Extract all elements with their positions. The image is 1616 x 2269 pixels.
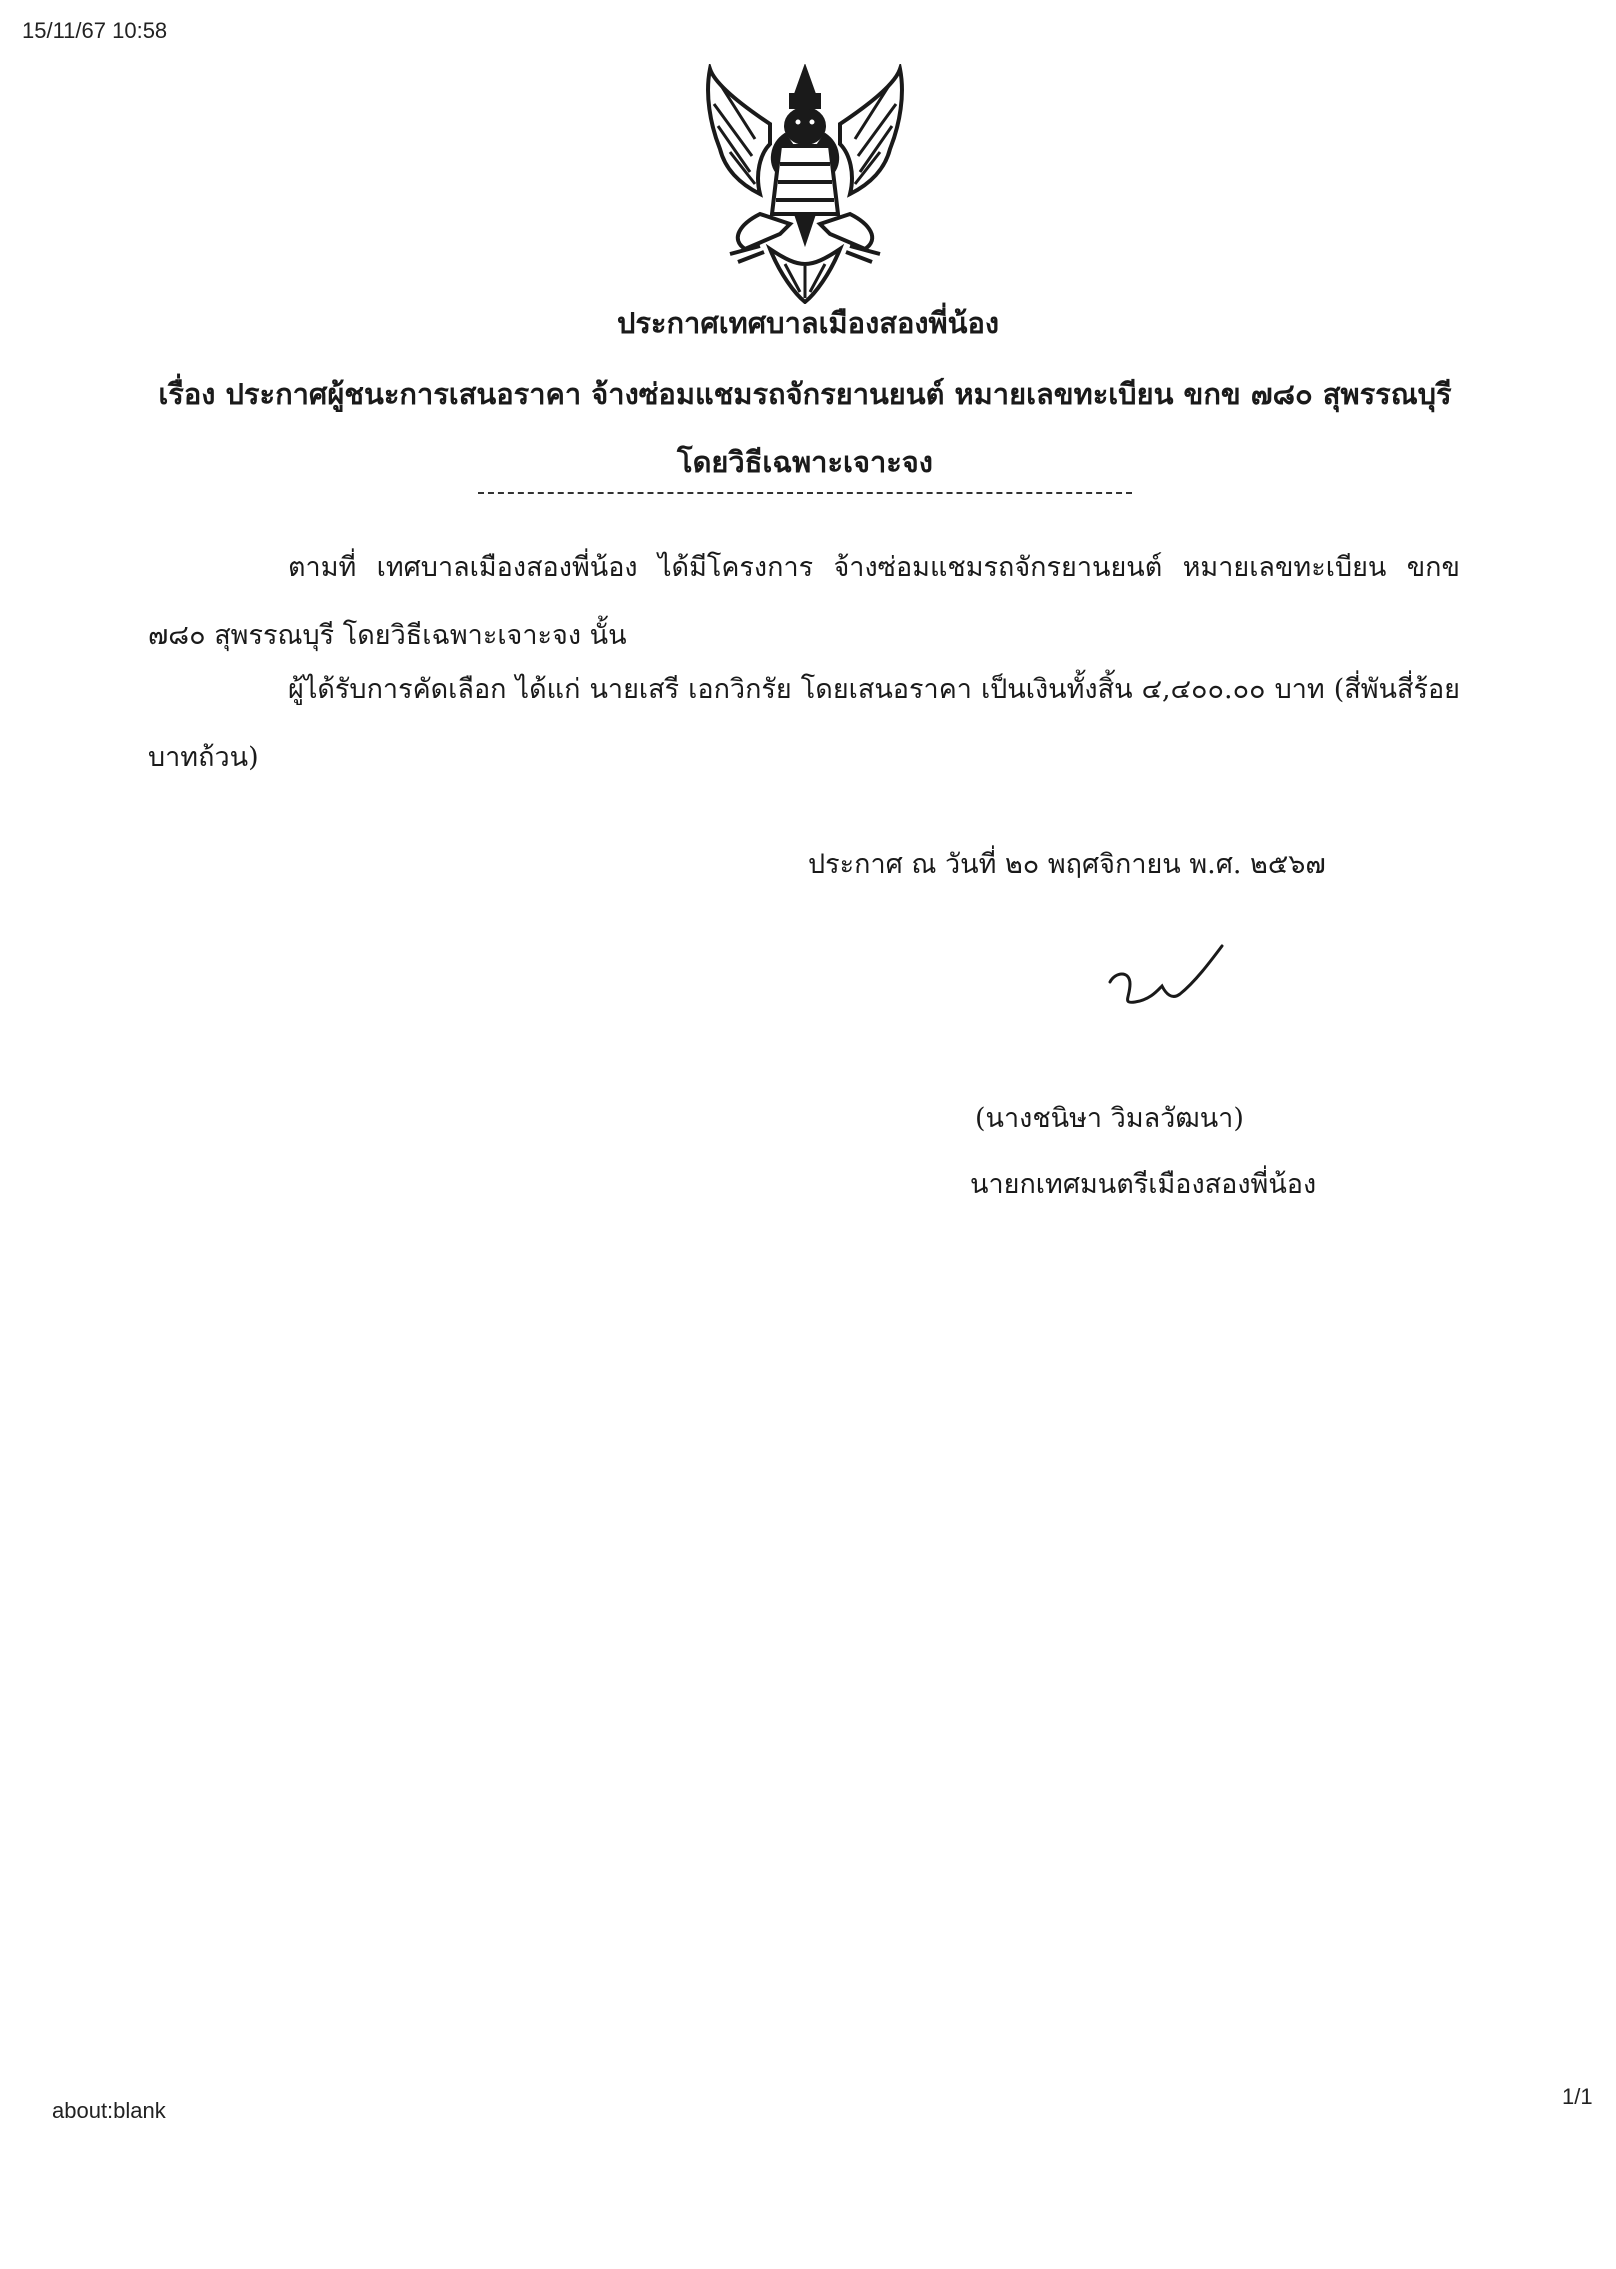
signer-title: นายกเทศมนตรีเมืองสองพี่น้อง	[970, 1169, 1317, 1200]
section-divider	[478, 492, 1132, 494]
garuda-emblem-icon	[700, 64, 910, 304]
paragraph-winner: ผู้ได้รับการคัดเลือก ได้แก่ นายเสรี เอกวิกรัย โดยเสนอราคา เป็นเงินทั้งสิ้น ๔,๔๐๐.๐๐ บาท (สี่พันสี่ร้อยบาทถ้วน)	[148, 674, 1460, 773]
print-page-number: 1/1	[1562, 2084, 1593, 2109]
document-title: ประกาศเทศบาลเมืองสองพี่น้อง	[616, 306, 1000, 340]
paragraph-project: ตามที่ เทศบาลเมืองสองพี่น้อง ได้มีโครงการ จ้างซ่อมแชมรถจักรยานยนต์ หมายเลขทะเบียน ขกข ๗๘๐ สุพรรณบุรี โดยวิธีเฉพาะเจาะจง นั้น	[148, 552, 1460, 651]
print-url: about:blank	[52, 2098, 166, 2123]
signer-name: (นางชนิษา วิมลวัฒนา)	[975, 1103, 1244, 1134]
print-timestamp: 15/11/67 10:58	[22, 18, 168, 43]
announcement-date: ประกาศ ณ วันที่ ๒๐ พฤศจิกายน พ.ศ. ๒๕๖๗	[808, 849, 1326, 880]
signature-mark	[1100, 942, 1230, 1022]
document-subject: เรื่อง ประกาศผู้ชนะการเสนอราคา จ้างซ่อมแชมรถจักรยานยนต์ หมายเลขทะเบียน ขกข ๗๘๐ สุพรรณบุรี โดยวิธีเฉพาะเจาะจง	[158, 377, 1452, 479]
